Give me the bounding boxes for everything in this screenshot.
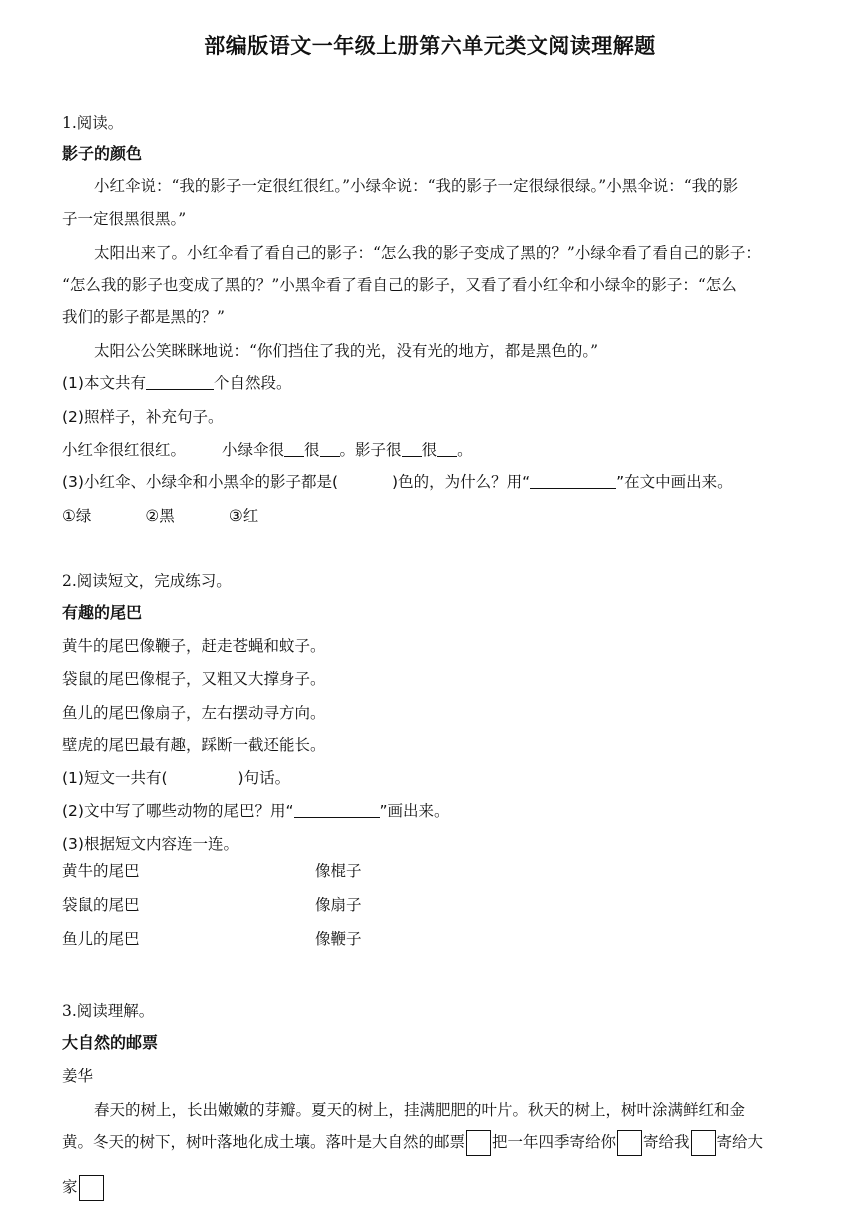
q1-paragraph-2-line-2: “怎么我的影子也变成了黑的？”小黑伞看了看自己的影子，又看了看小红伞和小绿伞的影子：“怎么 [62,276,737,294]
q1-options [62,505,258,527]
punctuation-box[interactable] [466,1130,491,1156]
q1-paragraph-2-line-1: 太阳出来了。小红伞看了看自己的影子：“怎么我的影子变成了黑的？”小绿伞看了看自己的影子： [94,244,761,262]
option-red[interactable]: ③红 [228,507,259,525]
q2-heading: 2.阅读短文，完成练习。 [62,572,232,590]
answer-blank[interactable] [320,440,340,457]
q2-sub-question-3: (3)根据短文内容连一连。 [62,835,239,853]
q3-heading: 3.阅读理解。 [62,1002,155,1020]
q1-paragraph-1-line-1: 小红伞说：“我的影子一定很红很红。”小绿伞说：“我的影子一定很绿很绿。”小黑伞说：“我的影 [94,177,739,195]
underline-sample [530,472,616,489]
page-title: 部编版语文一年级上册第六单元类文阅读理解题 [204,34,656,58]
q3-author: 姜华 [62,1067,94,1085]
q1-sub-question-1: (1)本文共有 个自然段。 [62,374,292,392]
q1-sub-question-2-example: 小红伞很红很红。 小绿伞很 很 。影子很 很 。 [62,441,473,459]
punctuation-box[interactable] [617,1130,642,1156]
q1-passage-title: 影子的颜色 [62,144,143,163]
answer-blank[interactable] [284,440,304,457]
answer-blank[interactable] [146,373,214,390]
q2-line-1: 黄牛的尾巴像鞭子，赶走苍蝇和蚊子。 [62,637,326,655]
q1-paragraph-1-line-2: 子一定很黑很黑。” [62,210,187,228]
punctuation-box[interactable] [691,1130,716,1156]
q3-paragraph-line-2: 黄。冬天的树下，树叶落地化成土壤。落叶是大自然的邮票 把一年四季寄给你 寄给我 寄给大 [62,1130,763,1156]
answer-blank[interactable] [402,440,422,457]
q3-paragraph-line-3: 家 [62,1175,105,1201]
option-black[interactable]: ②黑 [145,507,175,525]
match-right-2[interactable]: 像扇子 [315,896,362,914]
q1-paragraph-3-line-1: 太阳公公笑眯眯地说：“你们挡住了我的光，没有光的地方，都是黑色的。” [94,342,599,360]
q3-paragraph-line-1: 春天的树上，长出嫩嫩的芽瓣。夏天的树上，挂满肥肥的叶片。秋天的树上，树叶涂满鲜红和金 [94,1101,746,1119]
option-green[interactable]: ①绿 [62,507,92,525]
q2-line-2: 袋鼠的尾巴像棍子，又粗又大撑身子。 [62,670,326,688]
match-left-2[interactable]: 袋鼠的尾巴 [62,896,140,914]
q1-heading: 1.阅读。 [62,114,124,132]
q2-line-4: 壁虎的尾巴最有趣，踩断一截还能长。 [62,736,326,754]
answer-blank[interactable] [437,440,457,457]
q1-paragraph-2-line-3: 我们的影子都是黑的？” [62,308,225,326]
q2-passage-title: 有趣的尾巴 [62,603,143,622]
underline-sample [294,801,380,818]
match-left-1[interactable]: 黄牛的尾巴 [62,862,140,880]
q2-line-3: 鱼儿的尾巴像扇子，左右摆动寻方向。 [62,704,326,722]
match-left-3[interactable]: 鱼儿的尾巴 [62,930,140,948]
q3-passage-title: 大自然的邮票 [62,1033,159,1052]
q2-sub-question-2: (2)文中写了哪些动物的尾巴？用“ ”画出来。 [62,802,450,820]
q2-sub-question-1: (1)短文一共有( )句话。 [62,769,291,787]
match-right-3[interactable]: 像鞭子 [315,930,362,948]
q1-sub-question-2: (2)照样子，补充句子。 [62,408,224,426]
match-right-1[interactable]: 像棍子 [315,862,362,880]
q1-sub-question-3: (3)小红伞、小绿伞和小黑伞的影子都是( )色的，为什么？用“ ”在文中画出来。 [62,473,733,491]
punctuation-box[interactable] [79,1175,104,1201]
